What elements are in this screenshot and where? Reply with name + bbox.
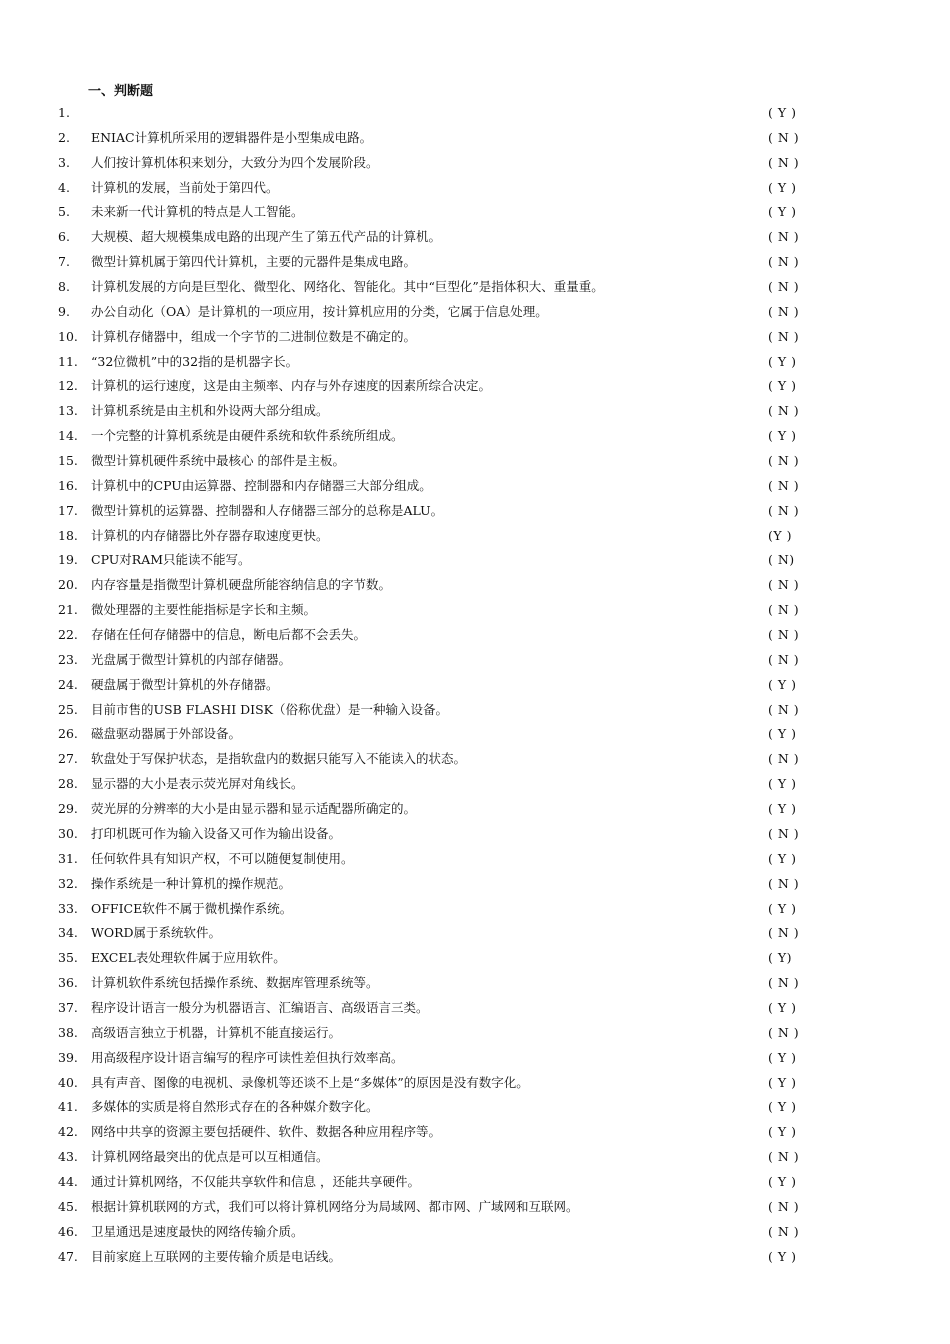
- question-text: 存储在任何存储器中的信息，断电后都不会丢失。: [91, 627, 367, 643]
- question-row: [0, 1120, 950, 1145]
- question-text: ENIAC计算机所采用的逻辑器件是小型集成电路。: [91, 129, 373, 145]
- question-row: [0, 1245, 950, 1270]
- question-text: OFFICE软件不属于微机操作系统。: [91, 900, 293, 916]
- section-title: 一、判断题: [88, 84, 154, 99]
- question-number: 45.: [58, 1198, 78, 1214]
- question-text: 具有声音、图像的电视机、录像机等还谈不上是“多媒体”的原因是没有数字化。: [91, 1074, 529, 1090]
- answer-mark: ( Y ): [768, 428, 797, 444]
- answer-mark: ( N ): [768, 1024, 800, 1040]
- question-text: 目前市售的USB FLASHI DISK（俗称优盘）是一种输入设备。: [91, 701, 448, 717]
- question-number: 34.: [58, 925, 78, 941]
- question-row: [0, 822, 950, 847]
- question-number: 5.: [58, 204, 70, 220]
- question-row: [0, 399, 950, 424]
- answer-mark: ( N ): [768, 328, 800, 344]
- answer-mark: ( N ): [768, 453, 800, 469]
- question-number: 25.: [58, 701, 78, 717]
- question-row: [0, 1220, 950, 1245]
- question-number: 4.: [58, 179, 70, 195]
- question-row: [0, 747, 950, 772]
- question-number: 36.: [58, 975, 78, 991]
- answer-mark: ( Y ): [768, 801, 797, 817]
- question-number: 7.: [58, 254, 70, 270]
- answer-mark: ( N ): [768, 1149, 800, 1165]
- answer-mark: ( Y ): [768, 776, 797, 792]
- question-row: [0, 598, 950, 623]
- question-text: 显示器的大小是表示荧光屏对角线长。: [91, 776, 304, 792]
- question-text: 微型计算机属于第四代计算机，主要的元器件是集成电路。: [91, 254, 417, 270]
- question-row: [0, 847, 950, 872]
- answer-mark: ( N ): [768, 875, 800, 891]
- question-text: 计算机的发展，当前处于第四代。: [91, 179, 279, 195]
- question-row: [0, 1046, 950, 1071]
- question-text: CPU对RAM只能读不能写。: [91, 552, 251, 568]
- question-text: 通过计算机网络，不仅能共享软件和信息 ，还能共享硬件。: [91, 1173, 420, 1189]
- question-row: [0, 548, 950, 573]
- question-text: 微型计算机硬件系统中最核心 的部件是主板。: [91, 453, 345, 469]
- question-list: [0, 101, 950, 1269]
- question-row: [0, 424, 950, 449]
- question-row: [0, 673, 950, 698]
- question-number: 29.: [58, 801, 78, 817]
- answer-mark: ( Y ): [768, 105, 797, 120]
- question-number: 1.: [58, 105, 70, 120]
- question-number: 3.: [58, 154, 70, 170]
- question-row: [0, 275, 950, 300]
- question-text: 计算机的内存储器比外存器存取速度更快。: [91, 527, 329, 543]
- answer-mark: ( N ): [768, 303, 800, 319]
- answer-mark: ( Y ): [768, 676, 797, 692]
- question-number: 26.: [58, 726, 78, 742]
- question-text: 根据计算机联网的方式，我们可以将计算机网络分为局域网、都市网、广域网和互联网。: [91, 1198, 579, 1214]
- question-text: 磁盘驱动器属于外部设备。: [91, 726, 242, 742]
- question-row: [0, 499, 950, 524]
- question-number: 13.: [58, 403, 78, 419]
- answer-mark: ( N ): [768, 129, 800, 145]
- answer-mark: ( N): [768, 552, 795, 568]
- question-text: 硬盘属于微型计算机的外存储器。: [91, 676, 279, 692]
- answer-mark: ( Y ): [768, 204, 797, 220]
- question-row: [0, 325, 950, 350]
- answer-mark: ( Y ): [768, 1074, 797, 1090]
- question-number: 28.: [58, 776, 78, 792]
- question-text: 用高级程序设计语言编写的程序可读性差但执行效率高。: [91, 1049, 404, 1065]
- answer-mark: ( Y): [768, 950, 792, 966]
- question-number: 37.: [58, 999, 78, 1015]
- question-text: 高级语言独立于机器，计算机不能直接运行。: [91, 1024, 342, 1040]
- question-row: [0, 126, 950, 151]
- question-text: 网络中共享的资源主要包括硬件、软件、数据各种应用程序等。: [91, 1124, 442, 1140]
- question-row: [0, 648, 950, 673]
- question-text: 计算机发展的方向是巨型化、微型化、网络化、智能化。其中“巨型化”是指体积大、重量重。: [91, 279, 604, 295]
- question-row: [0, 250, 950, 275]
- answer-mark: ( Y ): [768, 999, 797, 1015]
- answer-mark: ( N ): [768, 1223, 800, 1239]
- answer-mark: ( N ): [768, 279, 800, 295]
- question-row: [0, 797, 950, 822]
- question-number: 10.: [58, 328, 78, 344]
- question-row: [0, 1195, 950, 1220]
- answer-mark: ( N ): [768, 602, 800, 618]
- answer-mark: ( N ): [768, 403, 800, 419]
- question-row: [0, 1071, 950, 1096]
- answer-mark: ( N ): [768, 925, 800, 941]
- answer-mark: ( Y ): [768, 378, 797, 394]
- answer-mark: ( Y ): [768, 1124, 797, 1140]
- question-row: [0, 946, 950, 971]
- question-number: 46.: [58, 1223, 78, 1239]
- question-number: 33.: [58, 900, 78, 916]
- question-number: 39.: [58, 1049, 78, 1065]
- question-number: 2.: [58, 129, 70, 145]
- answer-mark: ( N ): [768, 154, 800, 170]
- question-number: 32.: [58, 875, 78, 891]
- question-text: 目前家庭上互联网的主要传输介质是电话线。: [91, 1248, 342, 1264]
- question-number: 44.: [58, 1173, 78, 1189]
- question-row: [0, 971, 950, 996]
- question-text: 人们按计算机体积来划分，大致分为四个发展阶段。: [91, 154, 379, 170]
- question-number: 8.: [58, 279, 70, 295]
- question-row: [0, 897, 950, 922]
- question-text: 打印机既可作为输入设备又可作为输出设备。: [91, 825, 342, 841]
- answer-mark: ( N ): [768, 975, 800, 991]
- question-row: [0, 101, 950, 126]
- question-number: 11.: [58, 353, 78, 369]
- question-row: [0, 524, 950, 549]
- question-text: 内存容量是指微型计算机硬盘所能容纳信息的字节数。: [91, 577, 392, 593]
- question-number: 16.: [58, 477, 78, 493]
- answer-mark: ( Y ): [768, 1173, 797, 1189]
- question-number: 21.: [58, 602, 78, 618]
- question-text: 办公自动化（OA）是计算机的一项应用，按计算机应用的分类，它属于信息处理。: [91, 303, 548, 319]
- question-text: 程序设计语言一般分为机器语言、汇编语言、高级语言三类。: [91, 999, 429, 1015]
- question-row: [0, 921, 950, 946]
- question-row: [0, 623, 950, 648]
- question-row: [0, 698, 950, 723]
- question-row: [0, 151, 950, 176]
- answer-mark: ( N ): [768, 254, 800, 270]
- question-row: [0, 176, 950, 201]
- question-text: 计算机存储器中，组成一个字节的二进制位数是不确定的。: [91, 328, 417, 344]
- question-text: 多媒体的实质是将自然形式存在的各种媒介数字化。: [91, 1099, 379, 1115]
- question-text: 计算机中的CPU由运算器、控制器和内存储器三大部分组成。: [91, 477, 432, 493]
- answer-mark: ( Y ): [768, 179, 797, 195]
- question-text: 卫星通迅是速度最快的网络传输介质。: [91, 1223, 304, 1239]
- question-number: 18.: [58, 527, 78, 543]
- answer-mark: ( N ): [768, 751, 800, 767]
- question-text: 计算机的运行速度，这是由主频率、内存与外存速度的因素所综合决定。: [91, 378, 492, 394]
- question-number: 9.: [58, 303, 70, 319]
- answer-mark: ( N ): [768, 577, 800, 593]
- answer-mark: ( N ): [768, 825, 800, 841]
- answer-mark: ( Y ): [768, 726, 797, 742]
- question-text: 计算机系统是由主机和外设两大部分组成。: [91, 403, 329, 419]
- question-row: [0, 872, 950, 897]
- question-number: 47.: [58, 1248, 78, 1264]
- question-number: 27.: [58, 751, 78, 767]
- question-number: 17.: [58, 502, 78, 518]
- question-row: [0, 996, 950, 1021]
- answer-mark: ( N ): [768, 502, 800, 518]
- answer-mark: ( N ): [768, 701, 800, 717]
- question-number: 30.: [58, 825, 78, 841]
- answer-mark: ( Y ): [768, 1248, 797, 1264]
- answer-mark: ( Y ): [768, 1049, 797, 1065]
- question-row: [0, 1145, 950, 1170]
- question-row: [0, 350, 950, 375]
- question-number: 38.: [58, 1024, 78, 1040]
- question-text: 一个完整的计算机系统是由硬件系统和软件系统所组成。: [91, 428, 404, 444]
- question-text: 微处理器的主要性能指标是字长和主频。: [91, 602, 317, 618]
- question-number: 40.: [58, 1074, 78, 1090]
- question-text: WORD属于系统软件。: [91, 925, 222, 941]
- question-number: 35.: [58, 950, 78, 966]
- question-row: [0, 200, 950, 225]
- answer-mark: ( N ): [768, 477, 800, 493]
- question-row: [0, 225, 950, 250]
- question-number: 20.: [58, 577, 78, 593]
- question-number: 41.: [58, 1099, 78, 1115]
- question-text: 操作系统是一种计算机的操作规范。: [91, 875, 292, 891]
- question-number: 42.: [58, 1124, 78, 1140]
- question-number: 15.: [58, 453, 78, 469]
- answer-mark: ( N ): [768, 1198, 800, 1214]
- question-text: EXCEL表处理软件属于应用软件。: [91, 950, 286, 966]
- question-number: 43.: [58, 1149, 78, 1165]
- question-row: [0, 1170, 950, 1195]
- answer-mark: ( Y ): [768, 900, 797, 916]
- question-text: 大规模、超大规模集成电路的出现产生了第五代产品的计算机。: [91, 229, 442, 245]
- question-text: 光盘属于微型计算机的内部存储器。: [91, 651, 292, 667]
- question-number: 24.: [58, 676, 78, 692]
- question-row: [0, 722, 950, 747]
- question-text: 未来新一代计算机的特点是人工智能。: [91, 204, 304, 220]
- question-number: 14.: [58, 428, 78, 444]
- question-number: 12.: [58, 378, 78, 394]
- answer-mark: (Y ): [768, 527, 792, 543]
- answer-mark: ( N ): [768, 229, 800, 245]
- question-text: 软盘处于写保护状态，是指软盘内的数据只能写入不能读入的状态。: [91, 751, 467, 767]
- question-text: 任何软件具有知识产权，不可以随便复制使用。: [91, 850, 354, 866]
- question-row: [0, 1095, 950, 1120]
- answer-mark: ( Y ): [768, 353, 797, 369]
- answer-mark: ( N ): [768, 627, 800, 643]
- question-number: 22.: [58, 627, 78, 643]
- question-row: [0, 474, 950, 499]
- question-text: 微型计算机的运算器、控制器和人存储器三部分的总称是ALU。: [91, 502, 444, 518]
- question-row: [0, 1021, 950, 1046]
- question-row: [0, 772, 950, 797]
- question-text: “32位微机”中的32指的是机器字长。: [91, 353, 299, 369]
- question-row: [0, 449, 950, 474]
- question-row: [0, 300, 950, 325]
- answer-mark: ( N ): [768, 651, 800, 667]
- question-number: 6.: [58, 229, 70, 245]
- question-row: [0, 374, 950, 399]
- question-row: [0, 573, 950, 598]
- question-number: 23.: [58, 651, 78, 667]
- answer-mark: ( Y ): [768, 1099, 797, 1115]
- question-text: 计算机网络最突出的优点是可以互相通信。: [91, 1149, 329, 1165]
- question-number: 31.: [58, 850, 78, 866]
- answer-mark: ( Y ): [768, 850, 797, 866]
- question-text: 荧光屏的分辨率的大小是由显示器和显示适配器所确定的。: [91, 801, 417, 817]
- question-text: 计算机软件系统包括操作系统、数据库管理系统等。: [91, 975, 379, 991]
- question-number: 19.: [58, 552, 78, 568]
